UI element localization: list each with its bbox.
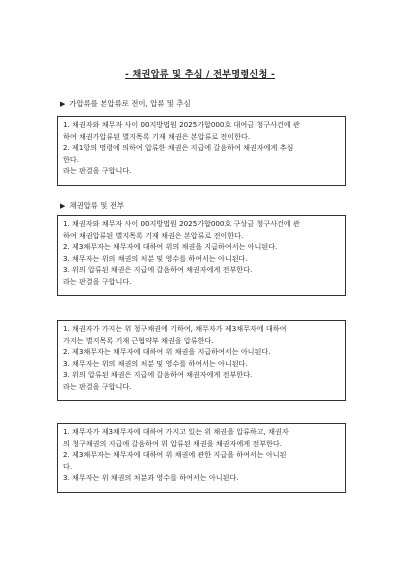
section-1-line-1: 1. 채권자와 채무자 사이 00지방법원 2025가합000호 대여금 청구사건에 관 xyxy=(63,120,300,129)
section-4-line-2: 의 청구채권의 지급에 갈음하여 위 압류된 채권을 채권자에게 전부한다. xyxy=(63,438,283,448)
section-4-line-1: 1. 채무자가 제3채무자에 대하여 가지고 있는 위 채권을 압류하고, 채권자 xyxy=(63,427,289,436)
section-2-line-5: 3. 위의 압류된 채권은 지급에 갈음하여 채권자에게 전부한다. xyxy=(63,265,253,275)
document-title: - 채권압류 및 추심 / 전부명령신청 - xyxy=(125,69,275,80)
section-1-line-2: 하여 채권가압류된 별지목록 기재 채권은 본압류로 전이한다. xyxy=(63,131,251,141)
section-3-line-2: 가지는 별지목록 기재 근협약부 채권을 압류한다. xyxy=(63,335,214,345)
section-2-label xyxy=(60,200,124,211)
section-3-line-1: 1. 채권자가 가지는 위 청구채권에 기하여, 채무자가 제3채무자에 대하여 xyxy=(63,324,287,333)
section-2-line-4: 3. 채무자는 위의 채권의 처분 및 영수를 하여서는 아니된다. xyxy=(63,253,248,263)
section-3-box xyxy=(57,320,346,401)
section-2-line-3: 2. 제3채무자는 채무자에 대하여 위의 채권을 지급하여서는 아니된다. xyxy=(63,242,278,252)
section-1-label xyxy=(60,98,191,109)
section-1-line-3: 2. 제1항의 명령에 의하여 압류한 채권은 지급에 갈음하여 채권자에게 추심 xyxy=(63,143,294,153)
section-1-line-4: 한다. xyxy=(63,154,79,164)
section-4-line-3: 2. 제3채무자는 채무자에 대하여 위 채권에 관한 지급을 하여서는 아니된 xyxy=(63,450,287,460)
section-2-box xyxy=(57,215,346,296)
section-1-line-5: 라는 판결을 구합니다. xyxy=(63,166,132,176)
triangle-bullet-icon: ▶ xyxy=(60,202,66,210)
section-4-line-4: 다. xyxy=(63,461,73,471)
section-2-label-text: 채권압류 및 전부 xyxy=(69,201,125,210)
section-1-box xyxy=(57,116,346,186)
section-2-line-1: 1. 채권자와 채무자 사이 00지방법원 2025가합000호 구상금 청구사건에 관 xyxy=(63,219,300,228)
triangle-bullet-icon: ▶ xyxy=(60,100,66,108)
section-3-line-6: 라는 판결을 구합니다. xyxy=(63,381,132,391)
section-2-line-2: 하여 채권압류된 별지목록 기재 채권은 본압류로 전이한다. xyxy=(63,230,244,240)
section-3-line-5: 3. 위의 압류된 채권은 지급에 갈음하여 채권자에게 전부한다. xyxy=(63,370,253,380)
section-3-line-3: 2. 제3채무자는 채무자에 대하여 위 채권을 지급하여서는 아니된다. xyxy=(63,347,271,357)
section-1-label-text: 가압류를 본압류로 전이, 압류 및 추심 xyxy=(69,99,191,108)
section-4-box xyxy=(57,423,346,493)
section-4-line-5: 3. 채무자는 위 채권의 처분과 영수를 하여서는 아니된다. xyxy=(63,473,239,483)
section-3-line-4: 3. 채무자는 위의 채권의 처분 및 영수를 하여서는 아니된다. xyxy=(63,358,248,368)
section-2-line-6: 라는 판결을 구합니다. xyxy=(63,276,132,286)
